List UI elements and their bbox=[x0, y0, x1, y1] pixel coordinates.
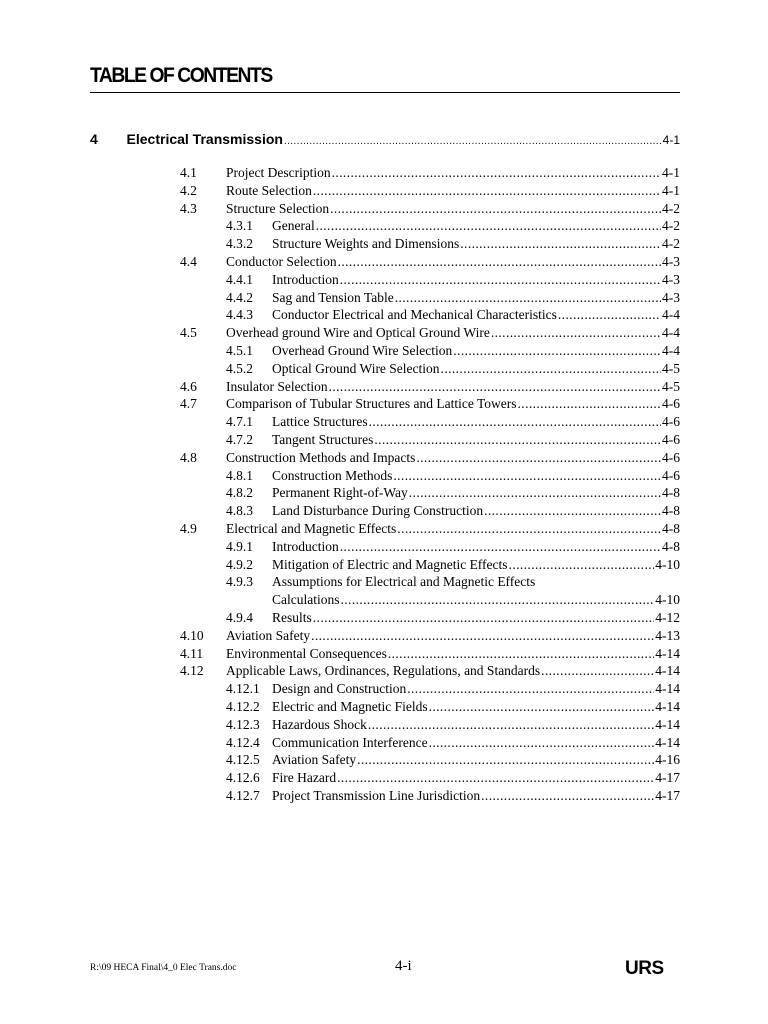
entry-title: Tangent Structures bbox=[272, 431, 374, 447]
entry-page: 4-6 bbox=[662, 467, 680, 483]
toc-entry[interactable] bbox=[180, 591, 680, 609]
toc-entry[interactable] bbox=[180, 573, 680, 591]
entry-page: 4-8 bbox=[662, 485, 680, 501]
entry-title: Project Transmission Line Jurisdiction bbox=[272, 787, 481, 803]
toc-entry[interactable] bbox=[180, 787, 680, 805]
entry-number: 4.7.2 bbox=[226, 431, 253, 447]
dot-leader bbox=[509, 556, 655, 574]
entry-number: 4.8.1 bbox=[226, 467, 253, 483]
entry-number: 4.5 bbox=[180, 325, 197, 341]
dot-leader bbox=[388, 645, 654, 663]
dot-leader bbox=[558, 306, 661, 324]
chapter-title: Electrical Transmission bbox=[126, 131, 283, 147]
entry-page: 4-6 bbox=[662, 449, 680, 465]
entry-title: Assumptions for Electrical and Magnetic Effects bbox=[272, 574, 536, 590]
entry-number: 4.2 bbox=[180, 182, 197, 198]
toc-entry[interactable] bbox=[180, 182, 680, 200]
entry-page: 4-8 bbox=[662, 538, 680, 554]
heading-rule bbox=[90, 92, 680, 93]
chapter-page: 4-1 bbox=[662, 133, 680, 147]
entry-page: 4-3 bbox=[662, 289, 680, 305]
toc-entry[interactable] bbox=[180, 217, 680, 235]
toc-entry[interactable] bbox=[180, 556, 680, 574]
entry-title: Hazardous Shock bbox=[272, 716, 367, 732]
entry-number: 4.7.1 bbox=[226, 414, 253, 430]
entry-page: 4-2 bbox=[662, 200, 680, 216]
entry-title: Aviation Safety bbox=[226, 627, 311, 643]
entry-number: 4.12.5 bbox=[226, 752, 260, 768]
entry-number: 4.4.3 bbox=[226, 307, 253, 323]
entry-title: General bbox=[272, 218, 315, 234]
entry-page: 4-5 bbox=[662, 360, 680, 376]
toc-entry[interactable] bbox=[180, 378, 680, 396]
entry-number: 4.1 bbox=[180, 165, 197, 180]
toc-entry[interactable] bbox=[180, 467, 680, 485]
entry-number: 4.9.2 bbox=[226, 556, 253, 572]
entry-page: 4-8 bbox=[662, 503, 680, 519]
entry-number: 4.3.2 bbox=[226, 236, 253, 252]
toc-heading: TABLE OF CONTENTS bbox=[90, 64, 272, 87]
dot-leader bbox=[397, 520, 661, 538]
toc-entry[interactable] bbox=[180, 289, 680, 307]
toc-entry[interactable] bbox=[180, 413, 680, 431]
entry-number: 4.5.1 bbox=[226, 342, 253, 358]
footer-page-number: 4-i bbox=[395, 958, 412, 974]
entry-page: 4-4 bbox=[662, 307, 680, 323]
entry-number: 4.5.2 bbox=[226, 360, 253, 376]
toc-entry[interactable] bbox=[180, 662, 680, 680]
entry-page: 4-10 bbox=[655, 592, 680, 608]
dot-leader bbox=[369, 413, 661, 431]
toc-entries bbox=[180, 164, 680, 805]
entry-title: Project Description bbox=[226, 165, 331, 180]
entry-number: 4.6 bbox=[180, 378, 197, 394]
dot-leader bbox=[460, 235, 661, 253]
entry-page: 4-14 bbox=[655, 734, 680, 750]
dot-leader bbox=[393, 467, 661, 485]
toc-entry[interactable] bbox=[180, 360, 680, 378]
dot-leader bbox=[313, 182, 661, 200]
entry-title: Conductor Electrical and Mechanical Characteristics bbox=[272, 307, 557, 323]
toc-entry[interactable] bbox=[180, 751, 680, 769]
entry-number: 4.3.1 bbox=[226, 218, 253, 234]
toc-entry[interactable] bbox=[180, 609, 680, 627]
entry-page: 4-16 bbox=[655, 752, 680, 768]
toc-entry[interactable] bbox=[180, 200, 680, 218]
toc-entry[interactable] bbox=[180, 431, 680, 449]
entry-title: Land Disturbance During Construction bbox=[272, 503, 484, 519]
toc-entry[interactable] bbox=[180, 716, 680, 734]
dot-leader bbox=[416, 449, 661, 467]
entry-number: 4.12.4 bbox=[226, 734, 260, 750]
entry-title: Insulator Selection bbox=[226, 378, 328, 394]
toc-entry[interactable] bbox=[180, 734, 680, 752]
entry-number: 4.8.3 bbox=[226, 503, 253, 519]
entry-number: 4.9.3 bbox=[226, 574, 253, 590]
toc-entry[interactable] bbox=[180, 253, 680, 271]
toc-entry[interactable] bbox=[180, 235, 680, 253]
entry-title: Electric and Magnetic Fields bbox=[272, 698, 428, 714]
dot-leader bbox=[491, 324, 661, 342]
dot-leader bbox=[338, 253, 661, 271]
entry-page: 4-6 bbox=[662, 414, 680, 430]
entry-page: 4-14 bbox=[655, 716, 680, 732]
dot-leader bbox=[340, 538, 661, 556]
entry-title: Applicable Laws, Ordinances, Regulations, and Standards bbox=[226, 663, 541, 679]
entry-title: Optical Ground Wire Selection bbox=[272, 360, 440, 376]
entry-title: Introduction bbox=[272, 538, 339, 554]
entry-title: Communication Interference bbox=[272, 734, 428, 750]
entry-title: Environmental Consequences bbox=[226, 645, 387, 661]
entry-number: 4.10 bbox=[180, 627, 204, 643]
dot-leader bbox=[453, 342, 661, 360]
entry-number: 4.9.1 bbox=[226, 538, 253, 554]
entry-page: 4-4 bbox=[662, 325, 680, 341]
dot-leader bbox=[484, 502, 661, 520]
dot-leader bbox=[311, 627, 654, 645]
entry-title: Results bbox=[272, 609, 312, 625]
entry-title: Route Selection bbox=[226, 182, 312, 198]
dot-leader bbox=[330, 200, 661, 218]
entry-page: 4-1 bbox=[662, 165, 680, 180]
toc-entry[interactable] bbox=[180, 395, 680, 413]
dot-leader bbox=[374, 431, 661, 449]
toc-entry[interactable] bbox=[180, 698, 680, 716]
entry-page: 4-5 bbox=[662, 378, 680, 394]
toc-entry[interactable] bbox=[180, 306, 680, 324]
entry-title: Permanent Right-of-Way bbox=[272, 485, 408, 501]
entry-page: 4-17 bbox=[655, 770, 680, 786]
entry-page: 4-3 bbox=[662, 271, 680, 287]
dot-leader bbox=[313, 609, 654, 627]
entry-title: Construction Methods bbox=[272, 467, 393, 483]
entry-page: 4-8 bbox=[662, 520, 680, 536]
entry-number: 4.8.2 bbox=[226, 485, 253, 501]
entry-number: 4.9 bbox=[180, 520, 197, 536]
toc-entry[interactable] bbox=[180, 449, 680, 467]
entry-page: 4-14 bbox=[655, 645, 680, 661]
toc-entry[interactable] bbox=[180, 680, 680, 698]
entry-title: Mitigation of Electric and Magnetic Effects bbox=[272, 556, 508, 572]
entry-number: 4.12.1 bbox=[226, 681, 260, 697]
entry-number: 4.9.4 bbox=[226, 609, 253, 625]
dot-leader bbox=[357, 751, 654, 769]
toc-entry[interactable] bbox=[180, 769, 680, 787]
entry-number: 4.12.2 bbox=[226, 698, 260, 714]
entry-page: 4-6 bbox=[662, 431, 680, 447]
dot-leader bbox=[395, 289, 661, 307]
dot-leader bbox=[518, 395, 661, 413]
entry-number: 4.4 bbox=[180, 253, 197, 269]
entry-title: Comparison of Tubular Structures and Lattice Towers bbox=[226, 396, 517, 412]
entry-title: Design and Construction bbox=[272, 681, 407, 697]
dot-leader bbox=[340, 271, 661, 289]
entry-page: 4-6 bbox=[662, 396, 680, 412]
entry-title: Overhead Ground Wire Selection bbox=[272, 342, 453, 358]
entry-number: 4.3 bbox=[180, 200, 197, 216]
entry-number: 4.8 bbox=[180, 449, 197, 465]
entry-number: 4.4.1 bbox=[226, 271, 253, 287]
entry-page: 4-2 bbox=[662, 218, 680, 234]
entry-number: 4.12.7 bbox=[226, 787, 260, 803]
entry-number: 4.12.3 bbox=[226, 716, 260, 732]
entry-page: 4-4 bbox=[662, 342, 680, 358]
toc-entry[interactable] bbox=[180, 324, 680, 342]
dot-leader bbox=[429, 734, 655, 752]
entry-page: 4-3 bbox=[662, 253, 680, 269]
dot-leader bbox=[368, 716, 654, 734]
entry-page: 4-12 bbox=[655, 609, 680, 625]
dot-leader bbox=[337, 769, 654, 787]
entry-page: 4-14 bbox=[655, 698, 680, 714]
entry-number: 4.12.6 bbox=[226, 770, 260, 786]
urs-logo: URS bbox=[625, 958, 664, 979]
entry-title: Overhead ground Wire and Optical Ground Wire bbox=[226, 325, 490, 341]
toc-entry[interactable] bbox=[180, 538, 680, 556]
entry-page: 4-13 bbox=[655, 627, 680, 643]
chapter-entry[interactable] bbox=[90, 131, 680, 153]
entry-title: Introduction bbox=[272, 271, 339, 287]
entry-number: 4.4.2 bbox=[226, 289, 253, 305]
dot-leader bbox=[441, 360, 661, 378]
dot-leader bbox=[541, 662, 654, 680]
entry-title: Lattice Structures bbox=[272, 414, 368, 430]
dot-leader bbox=[341, 591, 655, 609]
entry-title: Sag and Tension Table bbox=[272, 289, 394, 305]
toc-entry[interactable] bbox=[180, 502, 680, 520]
toc-entry[interactable] bbox=[180, 645, 680, 663]
entry-page: 4-1 bbox=[662, 182, 680, 198]
toc-entry[interactable] bbox=[180, 271, 680, 289]
dot-leader bbox=[329, 378, 661, 396]
entry-page: 4-2 bbox=[662, 236, 680, 252]
dot-leader bbox=[409, 484, 661, 502]
toc-entry[interactable] bbox=[180, 342, 680, 360]
dot-leader bbox=[316, 217, 661, 235]
dot-leader bbox=[481, 787, 654, 805]
entry-number: 4.7 bbox=[180, 396, 197, 412]
entry-title: Conductor Selection bbox=[226, 253, 337, 269]
dot-leader bbox=[429, 698, 655, 716]
entry-title: Construction Methods and Impacts bbox=[226, 449, 416, 465]
entry-title: Aviation Safety bbox=[272, 752, 357, 768]
chapter-number: 4 bbox=[90, 131, 98, 147]
entry-title: Structure Weights and Dimensions bbox=[272, 236, 460, 252]
entry-number: 4.11 bbox=[180, 645, 204, 661]
entry-title: Fire Hazard bbox=[272, 770, 337, 786]
toc-entry[interactable] bbox=[180, 484, 680, 502]
entry-page: 4-14 bbox=[655, 681, 680, 697]
toc-entry[interactable] bbox=[180, 520, 680, 538]
footer-file-path: R:\09 HECA Final\4_0 Elec Trans.doc bbox=[90, 963, 237, 973]
entry-page: 4-14 bbox=[655, 663, 680, 679]
toc-entry[interactable] bbox=[180, 627, 680, 645]
entry-page: 4-17 bbox=[655, 787, 680, 803]
entry-number: 4.12 bbox=[180, 663, 204, 679]
entry-page: 4-10 bbox=[655, 556, 680, 572]
dot-leader bbox=[407, 680, 654, 698]
entry-title: Structure Selection bbox=[226, 200, 330, 216]
dot-leader bbox=[284, 136, 662, 147]
toc-entry[interactable] bbox=[180, 164, 680, 182]
entry-title: Electrical and Magnetic Effects bbox=[226, 520, 397, 536]
dot-leader bbox=[332, 164, 661, 182]
entry-title: Calculations bbox=[272, 592, 340, 608]
